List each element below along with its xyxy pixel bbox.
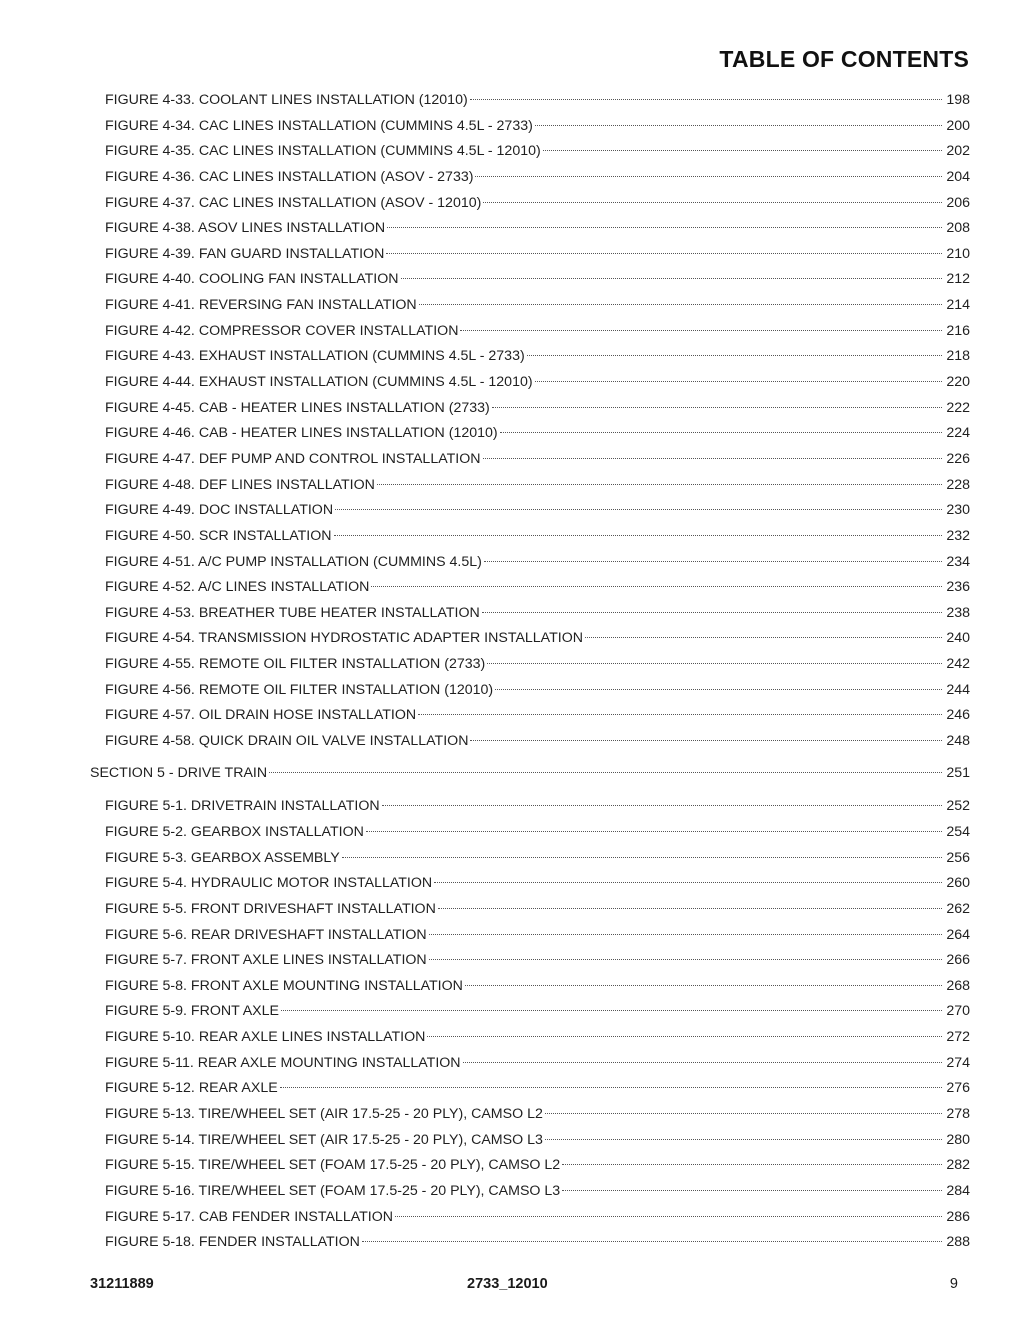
toc-figure-entry[interactable] xyxy=(90,974,970,1000)
toc-figure-entry[interactable] xyxy=(90,396,970,422)
toc-figure-entry[interactable] xyxy=(90,1051,970,1077)
toc-entry-label: FIGURE 5-10. REAR AXLE LINES INSTALLATION xyxy=(105,1029,426,1046)
toc-figure-entry[interactable] xyxy=(90,447,970,473)
toc-entry-label: FIGURE 4-45. CAB - HEATER LINES INSTALLATION (2733) xyxy=(105,399,490,416)
toc-figure-entry[interactable] xyxy=(90,871,970,897)
dot-leader xyxy=(418,713,942,715)
dot-leader xyxy=(382,804,942,806)
dot-leader xyxy=(387,226,942,228)
toc-entry-label: FIGURE 4-55. REMOTE OIL FILTER INSTALLATION (2733) xyxy=(105,656,486,673)
toc-figure-entry[interactable] xyxy=(90,897,970,923)
toc-entry-label: FIGURE 5-3. GEARBOX ASSEMBLY xyxy=(105,849,340,866)
toc-entry-page: 252 xyxy=(946,798,970,815)
toc-entry-page: 288 xyxy=(946,1234,970,1251)
toc-entry-label: FIGURE 5-13. TIRE/WHEEL SET (AIR 17.5-25 - 20 PLY), CAMSO L2 xyxy=(105,1105,543,1122)
dot-leader xyxy=(419,303,942,305)
toc-entry-label: FIGURE 5-4. HYDRAULIC MOTOR INSTALLATION xyxy=(105,875,433,892)
toc-entry-page: 268 xyxy=(946,977,970,994)
toc-entry-label: FIGURE 4-56. REMOTE OIL FILTER INSTALLATION (12010) xyxy=(105,681,494,698)
dot-leader xyxy=(527,354,942,356)
toc-entry-label: FIGURE 4-38. ASOV LINES INSTALLATION xyxy=(105,220,386,237)
dot-leader xyxy=(366,830,942,832)
dot-leader xyxy=(482,611,942,613)
toc-entry-page: 234 xyxy=(946,553,970,570)
toc-entry-label: FIGURE 5-7. FRONT AXLE LINES INSTALLATION xyxy=(105,952,427,969)
toc-entry-label: FIGURE 5-1. DRIVETRAIN INSTALLATION xyxy=(105,798,380,815)
toc-entry-label: FIGURE 5-15. TIRE/WHEEL SET (FOAM 17.5-25 - 20 PLY), CAMSO L2 xyxy=(105,1157,561,1174)
dot-leader xyxy=(377,483,942,485)
footer-part-number: 31211889 xyxy=(90,1276,154,1292)
toc-entry-page: 228 xyxy=(946,476,970,493)
toc-entry-label: FIGURE 5-2. GEARBOX INSTALLATION xyxy=(105,823,364,840)
toc-entry-label: FIGURE 5-9. FRONT AXLE xyxy=(105,1003,279,1020)
toc-entry-label: FIGURE 4-49. DOC INSTALLATION xyxy=(105,502,334,519)
toc-figure-entry[interactable] xyxy=(90,344,970,370)
toc-figure-entry[interactable] xyxy=(90,846,970,872)
dot-leader xyxy=(483,201,942,203)
toc-entry-label: FIGURE 4-57. OIL DRAIN HOSE INSTALLATION xyxy=(105,707,417,724)
toc-entry-page: 248 xyxy=(946,733,970,750)
dot-leader xyxy=(483,457,942,459)
toc-figure-entry[interactable] xyxy=(90,1076,970,1102)
toc-entry-label: FIGURE 5-12. REAR AXLE xyxy=(105,1080,278,1097)
toc-entry-page: 284 xyxy=(946,1182,970,1199)
toc-entry-label: FIGURE 5-11. REAR AXLE MOUNTING INSTALLATION xyxy=(105,1054,461,1071)
dot-leader xyxy=(427,1035,942,1037)
toc-entry-label: FIGURE 4-40. COOLING FAN INSTALLATION xyxy=(105,271,399,288)
toc-figure-entry[interactable] xyxy=(90,1179,970,1205)
toc-entry-page: 202 xyxy=(946,143,970,160)
toc-figure-entry[interactable] xyxy=(90,242,970,268)
toc-entry-page: 232 xyxy=(946,527,970,544)
toc-figure-entry[interactable] xyxy=(90,652,970,678)
dot-leader xyxy=(500,431,942,433)
toc-figure-entry[interactable] xyxy=(90,678,970,704)
toc-entry-page: 264 xyxy=(946,926,970,943)
toc-entry-label: FIGURE 5-6. REAR DRIVESHAFT INSTALLATION xyxy=(105,926,427,943)
toc-entry-page: 230 xyxy=(946,502,970,519)
table-of-contents xyxy=(90,88,970,1256)
dot-leader xyxy=(545,1138,942,1140)
dot-leader xyxy=(342,856,942,858)
dot-leader xyxy=(429,933,942,935)
toc-entry-label: FIGURE 4-33. COOLANT LINES INSTALLATION (12010) xyxy=(105,92,468,108)
toc-entry-label: FIGURE 4-35. CAC LINES INSTALLATION (CUMMINS 4.5L - 12010) xyxy=(105,143,541,160)
toc-entry-page: 246 xyxy=(946,707,970,724)
toc-entry-page: 210 xyxy=(946,245,970,262)
toc-entry-page: 212 xyxy=(946,271,970,288)
dot-leader xyxy=(470,739,942,741)
toc-figure-entry[interactable] xyxy=(90,729,970,755)
toc-entry-label: FIGURE 4-39. FAN GUARD INSTALLATION xyxy=(105,245,385,262)
toc-figure-entry[interactable] xyxy=(90,139,970,165)
dot-leader xyxy=(535,124,942,126)
dot-leader xyxy=(545,1112,942,1114)
dot-leader xyxy=(281,1009,942,1011)
toc-entry-label: FIGURE 4-37. CAC LINES INSTALLATION (ASOV - 12010) xyxy=(105,194,482,211)
toc-figure-entry[interactable] xyxy=(90,421,970,447)
toc-entry-page: 198 xyxy=(946,92,970,108)
toc-entry-page: 204 xyxy=(946,168,970,185)
dot-leader xyxy=(460,329,942,331)
toc-figure-entry[interactable] xyxy=(90,114,970,140)
dot-leader xyxy=(535,380,942,382)
toc-figure-entry[interactable] xyxy=(90,267,970,293)
toc-entry-label: FIGURE 4-53. BREATHER TUBE HEATER INSTALLATION xyxy=(105,604,480,621)
toc-entry-page: 226 xyxy=(946,450,970,467)
toc-figure-entry[interactable] xyxy=(90,820,970,846)
toc-entry-page: 262 xyxy=(946,900,970,917)
toc-entry-label: FIGURE 4-41. REVERSING FAN INSTALLATION xyxy=(105,297,417,314)
toc-figure-entry[interactable] xyxy=(90,794,970,820)
toc-entry-label: FIGURE 4-47. DEF PUMP AND CONTROL INSTALLATION xyxy=(105,450,481,467)
toc-entry-label: FIGURE 4-34. CAC LINES INSTALLATION (CUMMINS 4.5L - 2733) xyxy=(105,117,533,134)
toc-figure-entry[interactable] xyxy=(90,999,970,1025)
toc-entry-label: FIGURE 4-52. A/C LINES INSTALLATION xyxy=(105,579,370,596)
page-footer xyxy=(0,1276,1024,1300)
dot-leader xyxy=(484,560,942,562)
toc-figure-entry[interactable] xyxy=(90,319,970,345)
toc-entry-page: 216 xyxy=(946,322,970,339)
dot-leader xyxy=(475,175,942,177)
dot-leader xyxy=(335,508,942,510)
dot-leader xyxy=(465,984,942,986)
dot-leader xyxy=(334,534,942,536)
dot-leader xyxy=(463,1061,942,1063)
toc-entry-label: FIGURE 5-17. CAB FENDER INSTALLATION xyxy=(105,1208,394,1225)
toc-figure-entry[interactable] xyxy=(90,524,970,550)
toc-entry-label: FIGURE 5-18. FENDER INSTALLATION xyxy=(105,1234,360,1251)
toc-figure-entry[interactable] xyxy=(90,370,970,396)
toc-entry-page: 236 xyxy=(946,579,970,596)
dot-leader xyxy=(585,636,942,638)
toc-entry-page: 272 xyxy=(946,1029,970,1046)
toc-entry-page: 200 xyxy=(946,117,970,134)
toc-entry-label: FIGURE 5-8. FRONT AXLE MOUNTING INSTALLATION xyxy=(105,977,463,994)
toc-figure-entry[interactable] xyxy=(90,1205,970,1231)
toc-entry-label: FIGURE 4-50. SCR INSTALLATION xyxy=(105,527,332,544)
toc-figure-entry[interactable] xyxy=(90,550,970,576)
dot-leader xyxy=(362,1240,942,1242)
toc-entry-page: 224 xyxy=(946,425,970,442)
toc-entry-label: FIGURE 4-51. A/C PUMP INSTALLATION (CUMMINS 4.5L) xyxy=(105,553,482,570)
toc-figure-entry[interactable] xyxy=(90,1230,970,1256)
toc-entry-label: FIGURE 4-44. EXHAUST INSTALLATION (CUMMINS 4.5L - 12010) xyxy=(105,374,533,391)
toc-entry-page: 251 xyxy=(946,764,970,781)
toc-entry-page: 220 xyxy=(946,374,970,391)
toc-figure-entry[interactable] xyxy=(90,575,970,601)
toc-figure-entry[interactable] xyxy=(90,473,970,499)
footer-page-number: 9 xyxy=(949,1276,958,1292)
toc-entry-page: 276 xyxy=(946,1080,970,1097)
dot-leader xyxy=(543,149,942,151)
toc-figure-entry[interactable] xyxy=(90,601,970,627)
dot-leader xyxy=(470,98,942,100)
toc-entry-page: 278 xyxy=(946,1105,970,1122)
toc-figure-entry[interactable] xyxy=(90,191,970,217)
toc-entry-page: 242 xyxy=(946,656,970,673)
toc-entry-page: 222 xyxy=(946,399,970,416)
toc-entry-label: FIGURE 4-43. EXHAUST INSTALLATION (CUMMINS 4.5L - 2733) xyxy=(105,348,525,365)
dot-leader xyxy=(269,771,942,773)
toc-figure-entry[interactable] xyxy=(90,1025,970,1051)
toc-entry-label: FIGURE 4-36. CAC LINES INSTALLATION (ASOV - 2733) xyxy=(105,168,474,185)
dot-leader xyxy=(562,1189,942,1191)
page-title: TABLE OF CONTENTS xyxy=(719,46,969,72)
dot-leader xyxy=(371,585,942,587)
toc-entry-page: 256 xyxy=(946,849,970,866)
toc-entry-page: 280 xyxy=(946,1131,970,1148)
toc-entry-label: FIGURE 5-5. FRONT DRIVESHAFT INSTALLATION xyxy=(105,900,436,917)
toc-figure-entry[interactable] xyxy=(90,1128,970,1154)
toc-entry-label: FIGURE 5-14. TIRE/WHEEL SET (AIR 17.5-25 - 20 PLY), CAMSO L3 xyxy=(105,1131,543,1148)
toc-figure-entry[interactable] xyxy=(90,703,970,729)
dot-leader xyxy=(401,277,942,279)
toc-figure-entry[interactable] xyxy=(90,1153,970,1179)
toc-figure-entry[interactable] xyxy=(90,293,970,319)
toc-entry-page: 274 xyxy=(946,1054,970,1071)
dot-leader xyxy=(492,406,942,408)
toc-entry-page: 240 xyxy=(946,630,970,647)
dot-leader xyxy=(495,688,942,690)
dot-leader xyxy=(395,1215,942,1217)
dot-leader xyxy=(386,252,942,254)
footer-model: 2733_12010 xyxy=(467,1276,548,1292)
toc-entry-page: 254 xyxy=(946,823,970,840)
dot-leader xyxy=(562,1163,942,1165)
dot-leader xyxy=(429,958,942,960)
toc-figure-entry[interactable] xyxy=(90,88,970,114)
toc-entry-page: 270 xyxy=(946,1003,970,1020)
toc-figure-entry[interactable] xyxy=(90,948,970,974)
toc-entry-page: 282 xyxy=(946,1157,970,1174)
toc-entry-label: FIGURE 5-16. TIRE/WHEEL SET (FOAM 17.5-25 - 20 PLY), CAMSO L3 xyxy=(105,1182,561,1199)
toc-figure-entry[interactable] xyxy=(90,165,970,191)
toc-figure-entry[interactable] xyxy=(90,923,970,949)
toc-entry-page: 238 xyxy=(946,604,970,621)
toc-entry-page: 214 xyxy=(946,297,970,314)
dot-leader xyxy=(434,881,942,883)
toc-figure-entry[interactable] xyxy=(90,1102,970,1128)
toc-entry-page: 218 xyxy=(946,348,970,365)
toc-entry-label: FIGURE 4-46. CAB - HEATER LINES INSTALLATION (12010) xyxy=(105,425,498,442)
toc-figure-entry[interactable] xyxy=(90,498,970,524)
dot-leader xyxy=(280,1086,942,1088)
toc-figure-entry[interactable] xyxy=(90,216,970,242)
toc-entry-label: FIGURE 4-58. QUICK DRAIN OIL VALVE INSTALLATION xyxy=(105,733,469,750)
toc-figure-entry[interactable] xyxy=(90,626,970,652)
dot-leader xyxy=(438,907,942,909)
toc-entry-page: 244 xyxy=(946,681,970,698)
toc-entry-page: 286 xyxy=(946,1208,970,1225)
toc-section-entry[interactable] xyxy=(90,761,970,787)
toc-entry-page: 208 xyxy=(946,220,970,237)
toc-entry-page: 266 xyxy=(946,952,970,969)
toc-entry-label: FIGURE 4-42. COMPRESSOR COVER INSTALLATION xyxy=(105,322,459,339)
toc-entry-label: SECTION 5 - DRIVE TRAIN xyxy=(90,764,268,781)
dot-leader xyxy=(487,662,942,664)
toc-entry-page: 206 xyxy=(946,194,970,211)
toc-entry-page: 260 xyxy=(946,875,970,892)
toc-entry-label: FIGURE 4-54. TRANSMISSION HYDROSTATIC ADAPTER INSTALLATION xyxy=(105,630,583,647)
toc-entry-label: FIGURE 4-48. DEF LINES INSTALLATION xyxy=(105,476,375,493)
